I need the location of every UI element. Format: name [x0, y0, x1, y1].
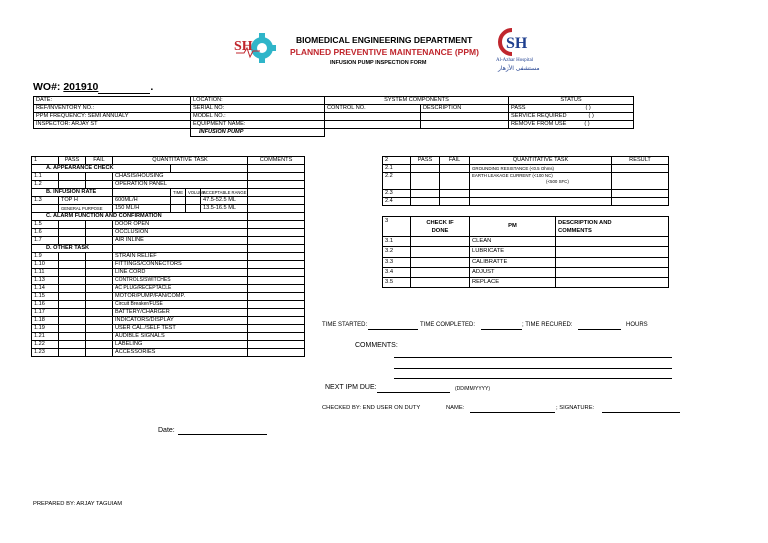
- logo-left-text: SH: [234, 39, 253, 54]
- hours-label: HOURS: [626, 322, 648, 328]
- sh-logo-left: [230, 30, 276, 68]
- form-name: INFUSION PUMP INSPECTION FORM: [330, 60, 427, 66]
- work-order: WO#: 201910 .: [33, 81, 154, 93]
- left-checklist: 1 PASS FAIL QUANTITATIVE TASK COMMENTS A. APPEARANCE CHECK 1.1 CHASIS/HOUSING 1.2 OPERATION PANEL B. INFUSION RATE TIME VOLUME ACCEPTABLE RANGE 1.3 TOP H 600ML/H 47.5-52.5 ML GENERAL PURPOSE 150 ML/H 13.5-16.5 ML C. ALARM FUNCTION AND CONFIRMATION 1.5 DOOR OPEN 1.6 OCCLUSION 1.7 AIR INLINE D. OTHER TASK 1.9 STRAIN RELIEF 1.10 FITTINGS/CONNECTORS 1.11 LINE CORD 1.13 CONTROLS/SWITCHES 1.14 AC PLUG/RECEPTACLE 1.15 MOTOR/PUMP/FAN/COMP. 1.16 Circuit Breaker/FUSE 1.17 BATTERY/CHARGER 1.18 INDICATORS/DISPLAY 1.19 USER CAL./SELF TEST 1.21 AUDIBLE SIGNALS 1.22 LABELING 1.23 ACCESSORIES: [31, 156, 305, 357]
- time-started-label: TIME STARTED:: [322, 322, 368, 328]
- department-title: BIOMEDICAL ENGINEERING DEPARTMENT: [296, 35, 473, 45]
- right-pm-table: 3 CHECK IF DONE PM DESCRIPTION AND COMMENTS 3.1 CLEAN 3.2 LUBRICATE 3.3 CALIBRATTE 3.4 ADJUST 3.5 REPLACE: [382, 216, 669, 298]
- ppm-title: PLANNED PREVENTIVE MAINTENANCE (PPM): [290, 47, 479, 57]
- work-order-number: 201910: [63, 81, 99, 93]
- svg-text:Al-Azhar Hospital: Al-Azhar Hospital: [496, 58, 534, 63]
- name-label: NAME:: [446, 405, 465, 411]
- svg-text:مستشفى الأزهار: مستشفى الأزهار: [498, 65, 540, 72]
- info-table: DATE: LOCATION: SYSTEM COMPONENTS STATUS REF/INVENTORY NO.: SERIAL NO: CONTROL NO. DESCRIPTION PASS ( ) PPM FREQUENCY: SEMI ANNUALY MODEL NO.: SERVICE REQUIRED ( ) INSPECTOR: ARJAY ST EQUIPMENT NAME: REMOVE FROM USE ( ) INFUSION PUMP: [33, 96, 634, 137]
- checked-by-label: CHECKED BY: END USER ON DUTY: [322, 405, 421, 411]
- time-completed-label: TIME COMPLETED:: [420, 322, 476, 328]
- logo-right-text: SH: [506, 35, 528, 52]
- sh-logo-right: [492, 24, 548, 74]
- date-format-hint: (DD/MM/YYYY): [455, 386, 490, 392]
- time-recured-label: ; TIME RECURED:: [522, 322, 573, 328]
- right-quantitative: 2 PASS FAIL QUANTITATIVE TASK RESULT 2.1 GROUNDING RESISTANCE (<0.5 Ohms) 2.2 EARTH LEAKAGE CURRENT (<100 NC) (<500 SFC) 2.3 2.4: [382, 156, 669, 206]
- date-label: Date:: [158, 427, 175, 434]
- prepared-by: PREPARED BY: ARJAY TAGUIAM: [33, 501, 123, 507]
- next-ipm-label: NEXT IPM DUE:: [325, 384, 377, 391]
- signature-label: ; SIGNATURE:: [556, 405, 595, 411]
- comments-label: COMMENTS:: [355, 342, 398, 349]
